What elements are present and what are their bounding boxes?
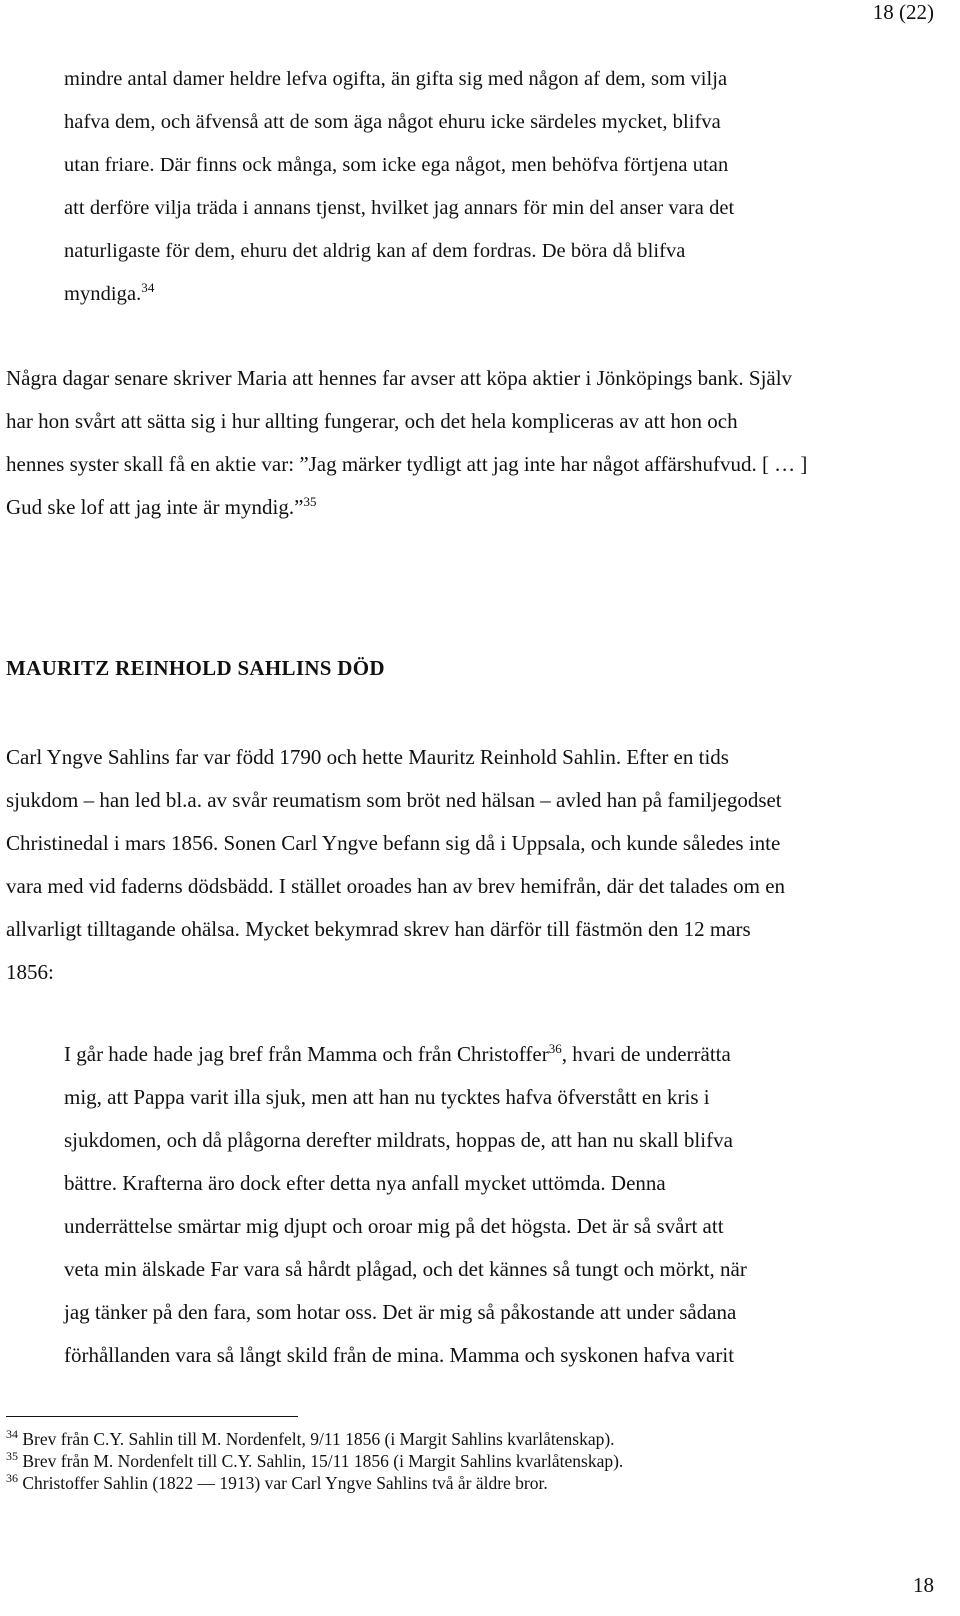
footnotes xyxy=(6,1428,946,1494)
paragraph-1 xyxy=(6,357,946,529)
paragraph-line xyxy=(6,486,946,529)
footnote-35 xyxy=(6,1450,946,1472)
footnote-divider xyxy=(6,1416,298,1417)
paragraph-line: Carl Yngve Sahlins far var född 1790 och hette Mauritz Reinhold Sahlin. Efter en tids xyxy=(6,745,729,769)
quote-line: naturligaste för dem, ehuru det aldrig kan af dem fordras. De böra då blifva xyxy=(64,240,686,262)
quote-line: mindre antal damer heldre lefva ogifta, än gifta sig med någon af dem, som vilja xyxy=(64,68,728,90)
quote-line: hafva dem, och äfvenså att de som äga något ehuru icke särdeles mycket, blifva xyxy=(64,111,721,133)
paragraph-line: sjukdom – han led bl.a. av svår reumatism som bröt ned hälsan – avled han på familjegodset xyxy=(6,788,782,812)
quote-line: underrättelse smärtar mig djupt och oroar mig på det högsta. Det är så svårt att xyxy=(64,1214,724,1238)
footnote-number: 35 xyxy=(6,1449,18,1464)
quote-line: utan friare. Där finns ock många, som icke ega något, men behöfva förtjena utan xyxy=(64,154,729,176)
paragraph-line: allvarligt tilltagande ohälsa. Mycket bekymrad skrev han därför till fästmön den 12 mars xyxy=(6,917,751,941)
quote-line: bättre. Krafterna äro dock efter detta nya anfall mycket uttömda. Denna xyxy=(64,1171,666,1195)
paragraph-line: har hon svårt att sätta sig i hur allting fungerar, och det hela kompliceras av att hon och xyxy=(6,409,738,433)
paragraph-line: hennes syster skall få en aktie var: ”Jag märker tydligt att jag inte har något affärshufvud. [ … ] xyxy=(6,452,808,476)
quote-text: I går hade hade jag bref från Mamma och från Christoffer xyxy=(64,1042,549,1066)
block-quote-1 xyxy=(64,58,934,316)
footnote-ref-34[interactable]: 34 xyxy=(141,280,155,296)
quote-text: , hvari de underrätta xyxy=(561,1042,731,1066)
footnote-text: Christoffer Sahlin (1822 — 1913) var Carl Yngve Sahlins två år äldre bror. xyxy=(22,1473,548,1493)
section-heading: MAURITZ REINHOLD SAHLINS DÖD xyxy=(6,656,385,680)
quote-text: myndiga. xyxy=(64,283,142,305)
page-number: 18 xyxy=(913,1573,934,1597)
block-quote-2 xyxy=(64,1033,924,1377)
paragraph-2 xyxy=(6,736,946,994)
paragraph-text: Gud ske lof att jag inte är myndig.” xyxy=(6,495,304,519)
footnote-number: 36 xyxy=(6,1471,18,1486)
footnote-ref-36[interactable]: 36 xyxy=(548,1041,562,1056)
footnote-34 xyxy=(6,1428,946,1450)
quote-line: mig, att Pappa varit illa sjuk, men att han nu tycktes hafva öfverstått en kris i xyxy=(64,1085,710,1109)
quote-line: att derföre vilja träda i annans tjenst, hvilket jag annars för min del anser vara det xyxy=(64,197,735,219)
page-counter: 18 (22) xyxy=(872,0,934,24)
footnote-36 xyxy=(6,1472,946,1494)
footnote-text: Brev från C.Y. Sahlin till M. Nordenfelt, 9/11 1856 (i Margit Sahlins kvarlåtenskap). xyxy=(22,1429,615,1449)
paragraph-line: Christinedal i mars 1856. Sonen Carl Yngve befann sig då i Uppsala, och kunde således inte xyxy=(6,831,781,855)
footnote-text: Brev från M. Nordenfelt till C.Y. Sahlin, 15/11 1856 (i Margit Sahlins kvarlåtenskap). xyxy=(22,1451,624,1471)
paragraph-line: Några dagar senare skriver Maria att hennes far avser att köpa aktier i Jönköpings bank. Själv xyxy=(6,366,793,390)
quote-line: veta min älskade Far vara så hårdt plågad, och det kännes så tungt och mörkt, när xyxy=(64,1257,747,1281)
quote-line: sjukdomen, och då plågorna derefter mildrats, hoppas de, att han nu skall blifva xyxy=(64,1128,733,1152)
paragraph-line: vara med vid faderns dödsbädd. I stället oroades han av brev hemifrån, där det talades om en xyxy=(6,874,786,898)
quote-line: jag tänker på den fara, som hotar oss. Det är mig så påkostande att under sådana xyxy=(64,1300,737,1324)
paragraph-line: 1856: xyxy=(6,960,54,984)
footnote-ref-35[interactable]: 35 xyxy=(303,494,317,509)
footnote-number: 34 xyxy=(6,1427,18,1442)
quote-line xyxy=(64,1033,924,1076)
quote-line: förhållanden vara så långt skild från de mina. Mamma och syskonen hafva varit xyxy=(64,1343,735,1367)
quote-line xyxy=(64,273,934,316)
